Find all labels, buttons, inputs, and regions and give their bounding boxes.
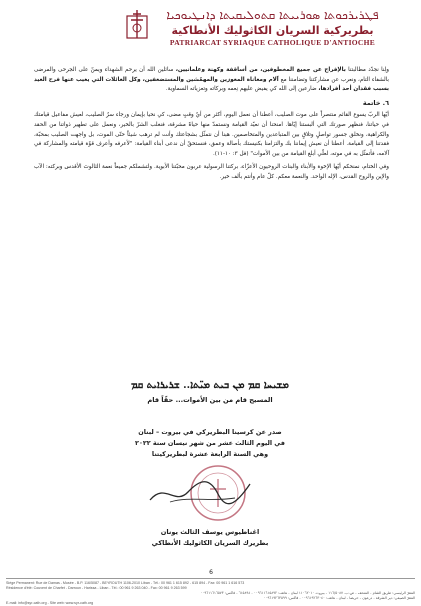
page-number: 6 bbox=[209, 569, 213, 576]
letterhead bbox=[150, 8, 395, 56]
letterhead-arabic: بطريركية السريان الكاثوليك الأنطاكية bbox=[171, 24, 374, 37]
signatory-title: بطريرك السريان الكاثوليك الأنطاكي bbox=[151, 539, 269, 547]
easter-greeting-arabic: المسيح قام من بين الأموات... حقّاً قام bbox=[147, 396, 273, 404]
paragraph-prayer: أيّها الربّ يسوع القائم منتصراً على موت الصليب، أعطنا أن نعمل اليوم، أكثر من أيّ وقتٍ مضى، كي نحيا بإيمان ورجاء سرّ الصليب، لعيش مفاعيل قيامتك في حياتنا، فنظهر صورتك التي ألبستنا إيّاها. امنحنا أن نعيّد القيامة ونستمدّ منها حياةً مشرقة، فنغلب الشرّ بالخير، ونعمل على تطهير ذواتنا من الحقد والكراهية، ونخلق جسور تواصلٍ وتلاقٍ بين المتباعدين والمتخاصمين. هبنا أن نتمثّل بشجاعتك وأنت لم ترهب شيئاً حتّى الموت، بل واجهت الصليب بمحبّة، فقدتنا إلى القيامة. أعطنا أن نعيش إيماننا بك والتزامنا بكنيستك بأصالة وعمق، فنستحقّ أن ندعى أبناء القيامة: "لأعرفه وأعرف قوّة قيامته والمشاركة في آلامه، فأتمثّل به في موته، لعلّي أبلغ القيامة من بين الأموات" (فل ٣: ١٠-١١). bbox=[34, 112, 389, 157]
paragraph-closing: وفي الختام، نمنحكم أيّها الإخوة والأبناء والبنات الروحيون الأعزّاء، بركتنا الرسولية عربون محبّتنا الأبوية. ولتشملكم جميعاً نعمة الثالوث الأقدس وبركته: الآب والإبن والروح القدس، الإله الواحد. والنعمة معكم. كلّ عام وأنتم بألف خير. bbox=[34, 164, 389, 180]
issued-place: صدر عن كرسينا البطريركي في بيروت – لبنان bbox=[138, 428, 282, 436]
footer-contact[interactable]: E-mail: info@syr-cath.org - Site web: www.syr-cath.org bbox=[6, 601, 94, 605]
signatory-name: اغناطيوس يوسف الثالث يونان bbox=[160, 528, 260, 536]
footer-address-arabic: المقرّ الرئيسي: طريق الشام - المتحف - ص.ب. ١١٦/٥٠٨٧ - بيروت ١١٠٦٢٠١٠ لبنان - هاتف: ٠٠٩٦١١٦١٥٨٩٢ - ٦١٥٨٩٤ - فاكس: ٠٠٩٦١١٦١٦٥٧٣ bbox=[200, 591, 415, 595]
signatory-block bbox=[120, 527, 300, 549]
issued-block bbox=[90, 427, 330, 460]
handwritten-signature-icon bbox=[140, 472, 260, 512]
patriarchate-emblem-icon bbox=[126, 8, 148, 42]
letterhead-syriac: ܦܛܪܝܪܟܘܬܐ ܣܘܪܝܝܬܐ ܩܬܘܠܝܩܝܬܐ ܕܐܢܛܝܘܟܝܐ bbox=[166, 8, 379, 22]
issued-year-of-patriarchate: وهي السنة الرابعة عشرة لبطريركيتنا bbox=[151, 450, 269, 458]
letterhead-latin: PATRIARCAT SYRIAQUE CATHOLIQUE D'ANTIOCHE bbox=[169, 38, 376, 47]
section-heading-conclusion: ٦. خاتمة bbox=[362, 98, 389, 107]
footer-summer-residence-french: Résidence d'été: Couvent de Charfet - Darroun - Harissa - Liban - Tél.: 00 961 9 263 040 - Fax: 00 961 9 263 599 bbox=[6, 586, 187, 590]
footer-address-french: Siège Permanent: Rue de Damas - Musée - B.P. 116/5087 - BEYROUTH 1106-2010 Liban - Tél.: 00 961 1 615 892 - 615 894 - Fax: 00 961 1 616 573 bbox=[6, 581, 245, 585]
easter-greeting-syriac: ܡܫܝܚܐ ܩܡ ܡܢ ܒܝܬ ܡܝ̈ܬܐ.. ܫܪܝܪܐܝܬ ܩܡ bbox=[131, 380, 289, 391]
issued-date: في اليوم الثالث عشر من شهر نيسان سنة ٢٠٢٢ bbox=[135, 439, 285, 447]
footer-summer-residence-arabic: المقرّ الصيفي: دير الشرفة - درعون - حريصا - لبنان - هاتف: ٠٠٩٦١٩٢٦٣٠٤٠ - فاكس: ٠٠٩٦١٩٢٦٣٥٩٩ bbox=[263, 596, 415, 600]
letter-body bbox=[34, 66, 389, 187]
letterhead-footer bbox=[6, 578, 415, 606]
paragraph-appeal: ولِنا نجدّد مطالبتنا بالإفراج عن جميع المخطوفين، من أساقفة وكهنة وعلمانيين، سائلين الله أن يرحم الشهداء ويمنّ على الجرحى والمرضى بالشفاء التام، ونعرب عن مشاركتنا وتضامننا مع آلام ومعاناة المعوزين والمهمّشين والمستضعفين، وكل العائلات التي يغيب عنها فرح العيد بسبب فقدان أحد أفرادها، ضارعين إلى الله كي يفيض عليهم نِعمه وبركاته وتعزياته السماوية. bbox=[34, 67, 389, 93]
